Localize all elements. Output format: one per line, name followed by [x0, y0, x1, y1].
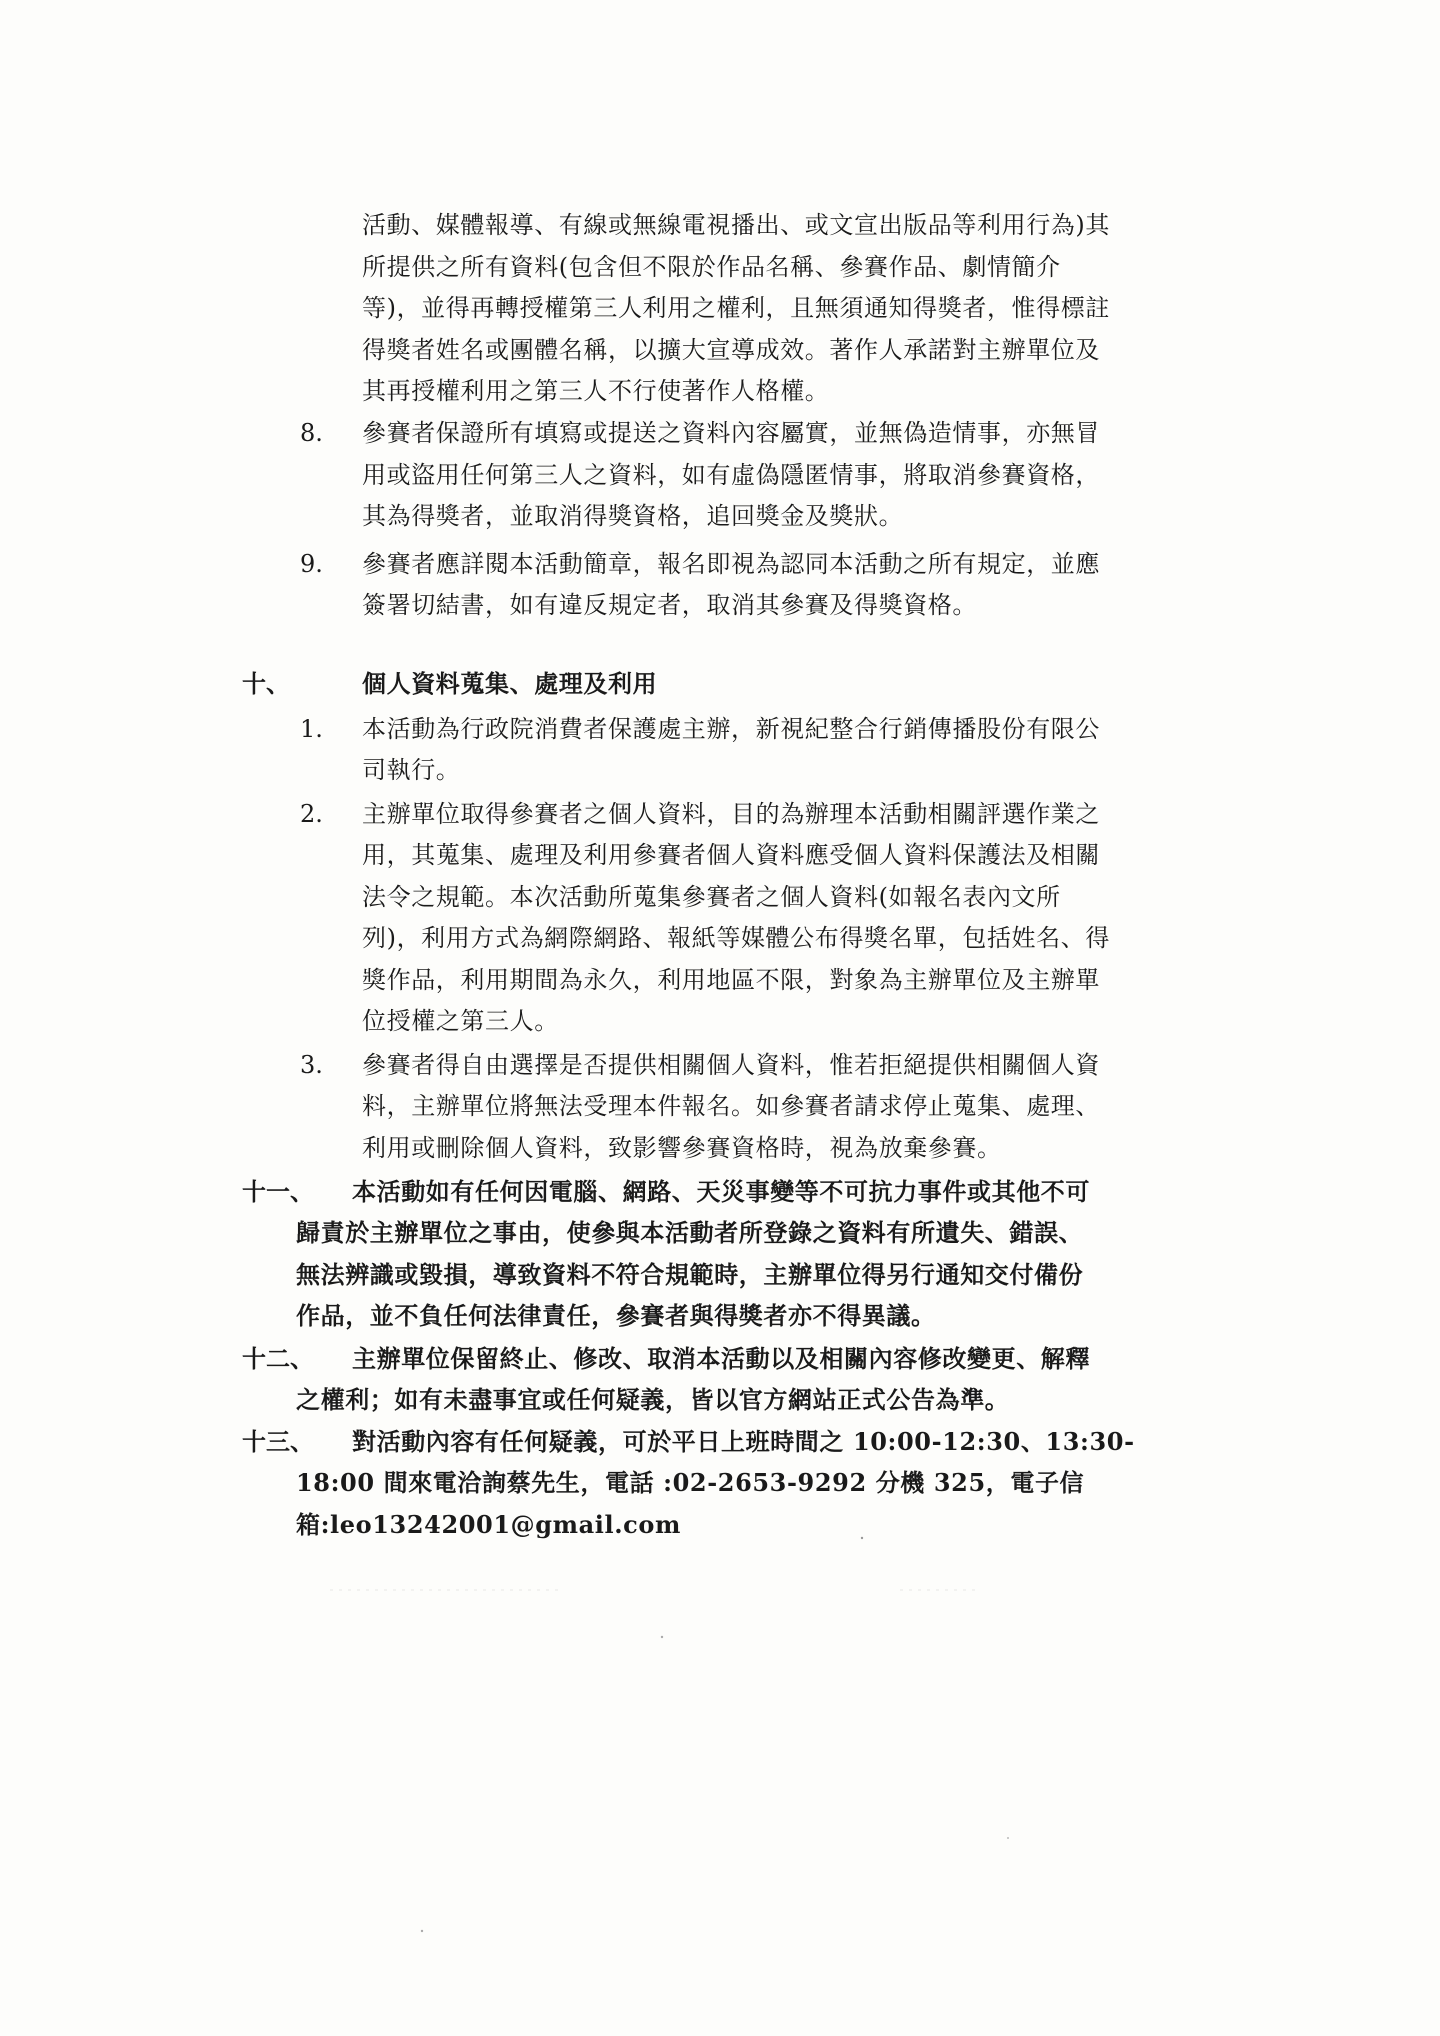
- clause8-line-2: 用或盜用任何第三人之資料，如有虛偽隱匿情事，將取消參賽資格，: [362, 461, 1100, 489]
- clause7-line-5: 其再授權利用之第三人不行使著作人格權。: [362, 377, 830, 405]
- section10-title: 個人資料蒐集、處理及利用: [362, 669, 658, 698]
- speck: [1007, 1837, 1009, 1839]
- speck: [861, 1537, 863, 1539]
- section11-line-4: 作品，並不負任何法律責任，參賽者與得獎者亦不得異議。: [296, 1301, 936, 1330]
- section10-item3-line-2: 料，主辦單位將無法受理本件報名。如參賽者請求停止蒐集、處理、: [362, 1092, 1100, 1120]
- section12-number: 十二、: [242, 1344, 314, 1373]
- section11-line-3: 無法辨識或毀損，導致資料不符合規範時，主辦單位得另行通知交付備份: [296, 1260, 1084, 1289]
- speck: [421, 1930, 423, 1932]
- section11-line-1: 本活動如有任何因電腦、網路、天災事變等不可抗力事件或其他不可: [352, 1177, 1090, 1206]
- clause9-number: 9.: [300, 550, 323, 578]
- section10-item2-line-3: 法令之規範。本次活動所蒐集參賽者之個人資料(如報名表內文所: [362, 883, 1061, 911]
- section10-item2-line-4: 列)，利用方式為網際網路、報紙等媒體公布得獎名單，包括姓名、得: [362, 924, 1110, 952]
- section10-item2-line-6: 位授權之第三人。: [362, 1007, 559, 1035]
- clause7-line-3: 等)，並得再轉授權第三人利用之權利，且無須通知得獎者，惟得標註: [362, 294, 1110, 322]
- section10-item1-line-1: 本活動為行政院消費者保護處主辦，新視紀整合行銷傳播股份有限公: [362, 715, 1100, 743]
- section12-line-1: 主辦單位保留終止、修改、取消本活動以及相關內容修改變更、解釋: [352, 1344, 1090, 1373]
- clause8-line-3: 其為得獎者，並取消得獎資格，追回獎金及獎狀。: [362, 502, 904, 530]
- clause9-line-2: 簽署切結書，如有違反規定者，取消其參賽及得獎資格。: [362, 591, 977, 619]
- clause7-line-4: 得獎者姓名或團體名稱，以擴大宣導成效。著作人承諾對主辦單位及: [362, 336, 1100, 364]
- section10-item2-number: 2.: [300, 800, 323, 828]
- section12-line-2: 之權利；如有未盡事宜或任何疑義，皆以官方網站正式公告為準。: [296, 1385, 1010, 1414]
- section10-item2-line-5: 獎作品，利用期間為永久，利用地區不限，對象為主辦單位及主辦單: [362, 966, 1100, 994]
- clause8-number: 8.: [300, 419, 323, 447]
- speck: [661, 1636, 663, 1638]
- clause8-line-1: 參賽者保證所有填寫或提送之資料內容屬實，並無偽造情事，亦無冒: [362, 419, 1100, 447]
- section10-item3-line-1: 參賽者得自由選擇是否提供相關個人資料，惟若拒絕提供相關個人資: [362, 1051, 1100, 1079]
- section10-item2-line-1: 主辦單位取得參賽者之個人資料，目的為辦理本活動相關評選作業之: [362, 800, 1100, 828]
- section10-item1-line-2: 司執行。: [362, 756, 461, 784]
- section10-item1-number: 1.: [300, 715, 323, 743]
- section10-item3-line-3: 利用或刪除個人資料，致影響參賽資格時，視為放棄參賽。: [362, 1134, 1002, 1162]
- clause7-line-2: 所提供之所有資料(包含但不限於作品名稱、參賽作品、劇情簡介: [362, 253, 1061, 281]
- section10-item3-number: 3.: [300, 1051, 323, 1079]
- section11-number: 十一、: [242, 1177, 314, 1206]
- section13-line-1: 對活動內容有任何疑義，可於平日上班時間之 10:00-12:30、13:30-: [352, 1427, 1135, 1456]
- section10-number: 十、: [242, 669, 290, 698]
- section13-number: 十三、: [242, 1427, 314, 1456]
- section13-line-2: 18:00 間來電洽詢蔡先生，電話 :02-2653-9292 分機 325，電子信: [296, 1468, 1085, 1497]
- section13-line-3: 箱:leo13242001@gmail.com: [296, 1510, 681, 1539]
- clause7-line-1: 活動、媒體報導、有線或無線電視播出、或文宣出版品等利用行為)其: [362, 211, 1110, 239]
- clause9-line-1: 參賽者應詳閱本活動簡章，報名即視為認同本活動之所有規定，並應: [362, 550, 1100, 578]
- section11-line-2: 歸責於主辦單位之事由，使參與本活動者所登錄之資料有所遺失、錯誤、: [296, 1218, 1084, 1247]
- section10-item2-line-2: 用，其蒐集、處理及利用參賽者個人資料應受個人資料保護法及相關: [362, 841, 1100, 869]
